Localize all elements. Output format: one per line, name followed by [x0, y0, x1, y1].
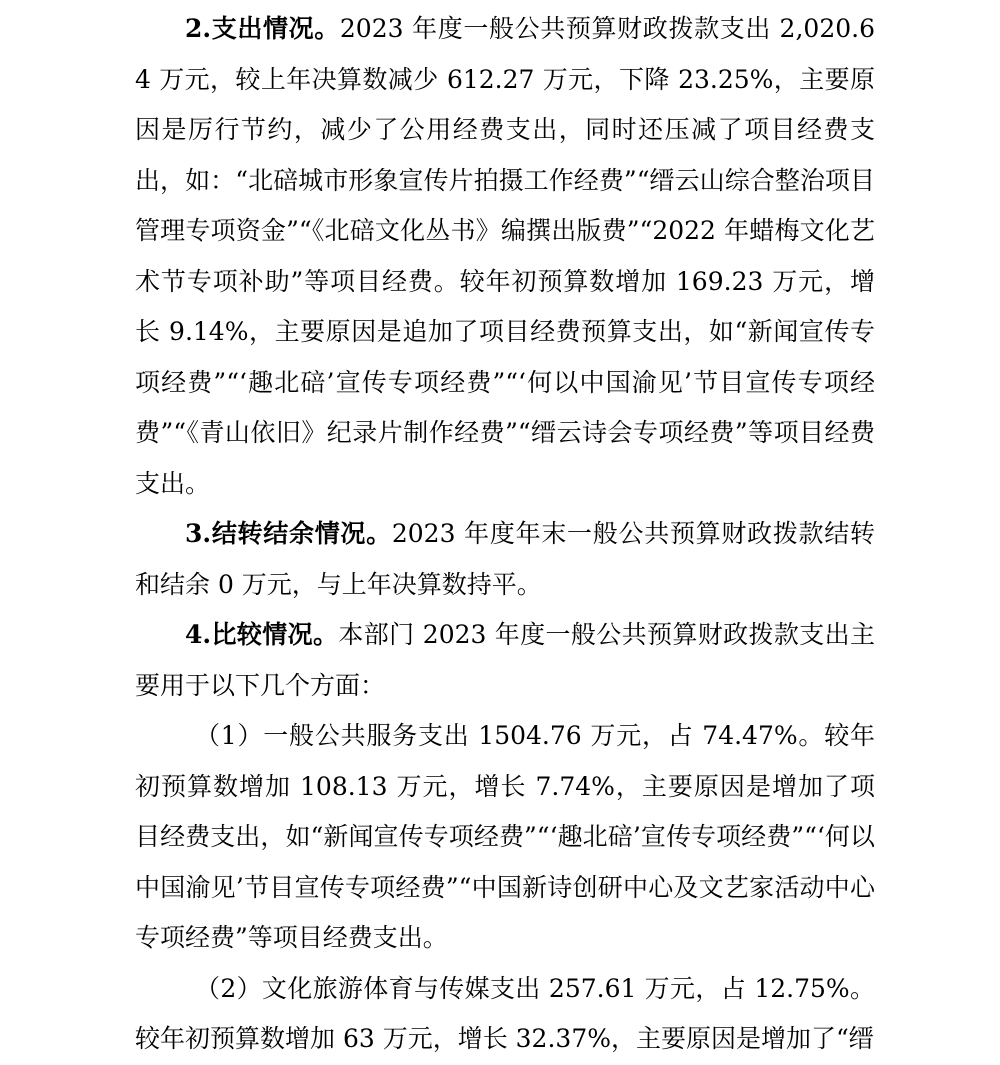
comparison-body: 本部门 2023 年度一般公共预算财政拨款支出主要用于以下几个方面： — [135, 620, 875, 700]
expenditure-heading: 2.支出情况。 — [185, 14, 340, 43]
carryover-body: 2023 年度年末一般公共预算财政拨款结转和结余 0 万元，与上年决算数持平。 — [135, 519, 875, 599]
comparison-heading: 4.比较情况。 — [185, 620, 339, 649]
carryover-paragraph — [135, 509, 875, 610]
item-2-paragraph: （2）文化旅游体育与传媒支出 257.61 万元，占 12.75%。较年初预算数增加 63 万元，增长 32.37%，主要原因是增加了“缙 — [135, 973, 875, 1053]
document-page — [135, 4, 875, 1065]
item-1-paragraph: （1）一般公共服务支出 1504.76 万元，占 74.47%。较年初预算数增加 108.13 万元，增长 7.74%，主要原因是增加了项目经费支出，如“新闻宣传专项经费”“‘趣北碚’宣传专项经费”“‘何以中国渝见’节目宣传专项经费”“中国新诗创研中心及文艺家活动中心专项经费”等项目经费支出。 — [135, 721, 875, 952]
expenditure-paragraph — [135, 4, 875, 509]
comparison-paragraph — [135, 610, 875, 711]
expenditure-body: 2023 年度一般公共预算财政拨款支出 2,020.64 万元，较上年决算数减少 612.27 万元，下降 23.25%，主要原因是厉行节约，减少了公用经费支出，同时还压减了项目经费支出，如：“北碚城市形象宣传片拍摄工作经费”“缙云山综合整治项目管理专项资金”“《北碚文化丛书》编撰出版费”“2022 年蜡梅文化艺术节专项补助”等项目经费。较年初预算数增加 169.23 万元，增长 9.14%，主要原因是追加了项目经费预算支出，如“新闻宣传专项经费”“‘趣北碚’宣传专项经费”“‘何以中国渝见’节目宣传专项经费”“《青山依旧》纪录片制作经费”“缙云诗会专项经费”等项目经费支出。 — [135, 14, 875, 498]
carryover-heading: 3.结转结余情况。 — [185, 519, 392, 548]
